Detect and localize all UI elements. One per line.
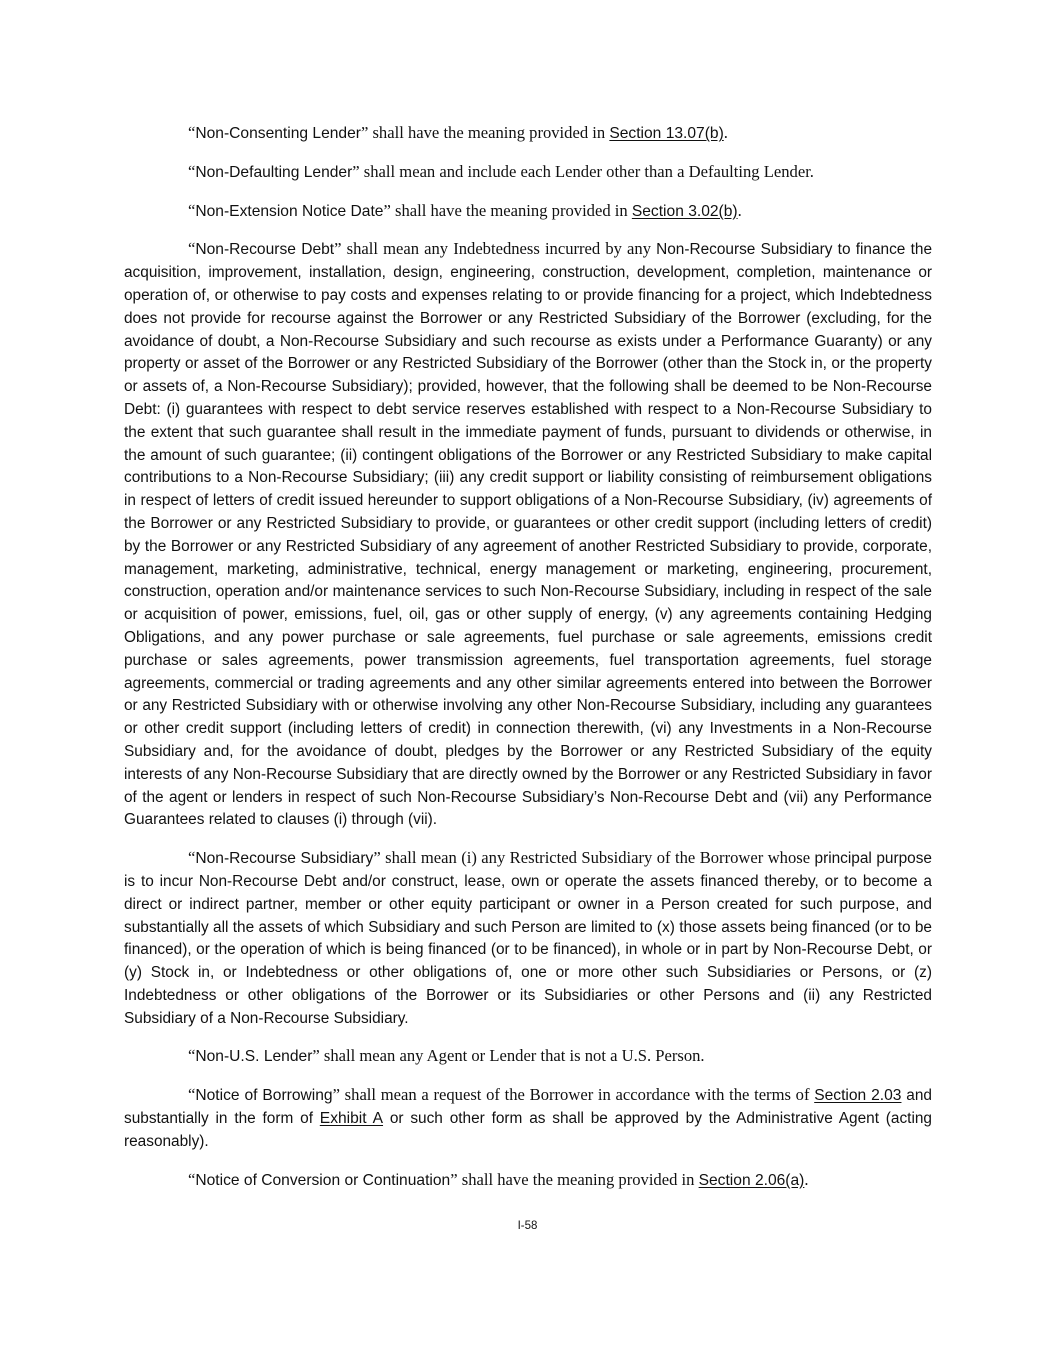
defined-term: Notice of Borrowing bbox=[195, 1087, 333, 1105]
defined-term: Non-Extension Notice Date bbox=[195, 202, 384, 220]
close-quote: ” bbox=[383, 200, 391, 220]
document-page bbox=[124, 122, 932, 1207]
close-quote: ” bbox=[312, 1046, 320, 1066]
open-quote: “ bbox=[188, 123, 196, 142]
defined-term: Non-Recourse Subsidiary bbox=[195, 850, 374, 868]
definition-text: shall mean any Agent or Lender that is not a U.S. Person. bbox=[319, 1046, 705, 1066]
definition-notice-of-borrowing bbox=[124, 1084, 932, 1152]
definition-notice-of-conversion-or-continuation bbox=[124, 1169, 932, 1192]
defined-term: Non-Recourse Debt bbox=[195, 241, 335, 259]
definition-text-lead: shall mean a request of the Borrower in accordance with the terms of bbox=[339, 1085, 815, 1105]
open-quote: “ bbox=[188, 1085, 196, 1105]
period: . bbox=[737, 200, 742, 220]
definition-text: shall have the meaning provided in bbox=[368, 123, 610, 142]
exhibit-link[interactable]: Exhibit A bbox=[319, 1110, 384, 1128]
definition-non-consenting-lender bbox=[124, 122, 932, 145]
definition-text: shall have the meaning provided in bbox=[390, 200, 632, 220]
definition-text-tail: or such other form as shall be approved by the Administrative Agent (acting reasonably). bbox=[124, 1110, 932, 1150]
close-quote: ” bbox=[352, 161, 360, 181]
open-quote: “ bbox=[188, 200, 196, 220]
definition-text: and substantially in the form of bbox=[124, 1087, 932, 1128]
section-link[interactable]: Section 2.06(a) bbox=[698, 1171, 805, 1189]
definition-non-extension-notice-date bbox=[124, 200, 932, 223]
close-quote: ” bbox=[373, 848, 381, 868]
definition-non-defaulting-lender bbox=[124, 161, 932, 184]
close-quote: ” bbox=[334, 239, 342, 259]
definition-text: principal purpose is to incur Non-Recourse Debt and/or construct, lease, own or operate the assets financed thereby, or to become a direct or indirect partner, member or other equity participant or owner in a Person created for such purpose, and substantially all the assets of which Subsidiary and such Person are limited to (x) those assets being financed (or to be financed), or the operation of which is being financed (or to be financed), in whole or in part by Non-Recourse Debt, or (y) Stock in, or Indebtedness or other obligations of, one or more other such Subsidiaries or Persons, or (z) Indebtedness or other obligations of the Borrower or its Subsidiaries or other Persons and (ii) any Restricted Subsidiary of a Non-Recourse Subsidiary. bbox=[124, 850, 932, 1027]
definition-non-recourse-debt bbox=[124, 238, 932, 831]
close-quote: ” bbox=[450, 1169, 458, 1189]
section-link[interactable]: Section 2.03 bbox=[814, 1087, 902, 1105]
close-quote: ” bbox=[360, 123, 369, 142]
definition-non-us-lender bbox=[124, 1045, 932, 1068]
open-quote: “ bbox=[188, 1169, 196, 1189]
defined-term: Non-Consenting Lender bbox=[195, 125, 361, 142]
section-link[interactable]: Section 13.07(b) bbox=[609, 125, 724, 142]
section-link[interactable]: Section 3.02(b) bbox=[631, 202, 738, 220]
page-number: I-58 bbox=[517, 1220, 538, 1232]
definition-text: Non-Recourse Subsidiary to finance the acquisition, improvement, installation, design, engineering, construction, development, completion, maintenance or operation of, or otherwise to pay costs and expenses relating to or provide financing for a project, which Indebtedness does not provide for recourse against the Borrower or any Restricted Subsidiary of the Borrower (excluding, for the avoidance of doubt, a Non-Recourse Subsidiary and such recourse as exists under a Performance Guaranty) or any property or asset of the Borrower or any Restricted Subsidiary of the Borrower (other than the Stock in, or the property or assets of, a Non-Recourse Subsidiary); provided, however, that the following shall be deemed to be Non-Recourse Debt: (i) guarantees with respect to debt service reserves established with respect to a Non-Recourse Subsidiary to the extent that such guarantee shall result in the immediate payment of funds, pursuant to dividends or otherwise, in the amount of such guarantee; (ii) contingent obligations of the Borrower or any Restricted Subsidiary to make capital contributions to a Non-Recourse Subsidiary; (iii) any credit support or liability consisting of reimbursement obligations in respect of letters of credit issued hereunder to support obligations of a Non-Recourse Subsidiary, (iv) agreements of the Borrower or any Restricted Subsidiary to provide, or guarantees or other credit support (including letters of credit) by the Borrower or any Restricted Subsidiary of any agreement of another Restricted Subsidiary to provide, corporate, management, marketing, administrative, technical, energy management or marketing, engineering, procurement, construction, operation and/or maintenance services to such Non-Recourse Subsidiary, including in respect of the sale or acquisition of power, emissions, fuel, oil, gas or other supply of energy, (v) any agreements containing Hedging Obligations, and any power purchase or sale agreements, fuel purchase or sale agreements, emissions credit purchase or sales agreements, power transmission agreements, fuel transportation agreements, fuel storage agreements, commercial or trading agreements and any other similar agreements entered into between the Borrower or any Restricted Subsidiary with or otherwise involving any other Non-Recourse Subsidiary, including any guarantees or other credit support (including letters of credit) in connection therewith, (vi) any Investments in a Non-Recourse Subsidiary and, for the avoidance of doubt, pledges by the Borrower or any Restricted Subsidiary of the equity interests of any Non-Recourse Subsidiary that are directly owned by the Borrower or any Restricted Subsidiary in favor of the agent or lenders in respect of such Non-Recourse Subsidiary’s Non-Recourse Debt and (vii) any Performance Guarantees related to clauses (i) through (vii). bbox=[124, 241, 932, 829]
definition-text: shall mean and include each Lender other than a Defaulting Lender. bbox=[359, 161, 814, 181]
open-quote: “ bbox=[188, 1046, 196, 1066]
definition-text-lead: shall mean any Indebtedness incurred by any bbox=[341, 239, 657, 259]
open-quote: “ bbox=[188, 848, 196, 868]
close-quote: ” bbox=[332, 1085, 340, 1105]
definition-text-lead: shall mean (i) any Restricted Subsidiary of the Borrower whose bbox=[380, 848, 815, 868]
definition-non-recourse-subsidiary bbox=[124, 847, 932, 1029]
period: . bbox=[723, 123, 728, 142]
open-quote: “ bbox=[188, 239, 196, 259]
defined-term: Non-U.S. Lender bbox=[195, 1048, 313, 1066]
defined-term: Notice of Conversion or Continuation bbox=[195, 1171, 451, 1189]
open-quote: “ bbox=[188, 161, 196, 181]
period: . bbox=[804, 1169, 809, 1189]
defined-term: Non-Defaulting Lender bbox=[195, 163, 353, 181]
definition-text: shall have the meaning provided in bbox=[457, 1169, 699, 1189]
